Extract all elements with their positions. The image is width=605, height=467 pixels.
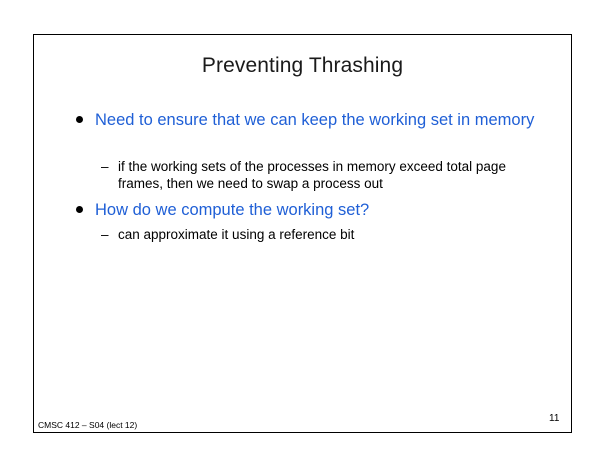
sub-bullet-item-2 [101, 226, 538, 243]
bullet-dot-icon [76, 206, 83, 213]
bullet-dot-icon [76, 116, 83, 123]
sub-bullet-item-1 [101, 158, 538, 192]
slide-title: Preventing Thrashing [201, 54, 404, 77]
dash-icon: – [101, 227, 109, 242]
sub-bullet-text-2: can approximate it using a reference bit [118, 227, 355, 242]
page-number: 11 [549, 413, 560, 424]
dash-icon: – [101, 159, 109, 174]
bullet-text-2: How do we compute the working set? [95, 201, 370, 219]
bullet-item-1 [95, 110, 535, 130]
bullet-text-1: Need to ensure that we can keep the working set in memory [95, 111, 535, 129]
sub-bullet-text-1: if the working sets of the processes in memory exceed total page frames, then we need to swap a process out [118, 159, 506, 191]
bullet-item-2 [95, 200, 535, 220]
slide-footer: CMSC 412 – S04 (lect 12) [38, 420, 138, 430]
